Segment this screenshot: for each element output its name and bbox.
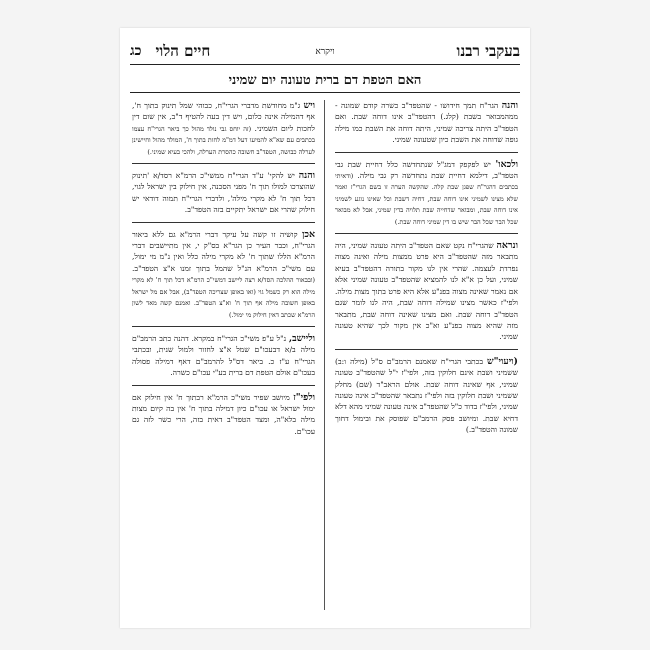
paragraph [335,100,518,146]
paragraph [132,170,315,216]
running-head: חיים הלוי [155,41,211,60]
paragraph-text: נ"ל ע"פ משי"כ הגרי"ח במקרא. דהנה כתב הרמב"ם מילה ב/א דבעכו"ם שמל א"צ לחזור ולמול שנית, ובכתבי הגרי"ח ע"ז כ. ביאר דס"ל להרמב"ם דאף דמילה פסולה בעכו"ם אולם הטפת דם ברית בע"י עכו"ם כשרה. [132,333,315,378]
header-left-group [130,42,210,61]
right-text-column [335,100,518,614]
paragraph-text: ג"מ מחודשת מדברי הגרי"ח, כבוהי שמל תינוק בתוך ח', אף דהמילה אינה כלום, ויש דין בעה להטיף ד"ב, אין שום דין לחכות ליום השמיני. [132,101,315,133]
paragraph [132,333,315,379]
paragraph-separator [132,222,315,223]
book-page [120,28,530,628]
paragraph-text: מיושב שפיר משי"כ הרמ"א רבתוך ח' אין חילוק אם ימול ישראל או עכו"ם כיון דמילה בתוך ח' אין בה קיום מצות מילה בלא"ה, ומצד הטפד"ב דאית בזה, הרי כשר לזה גם עכו"ם. [132,392,315,436]
paragraph-text: קושיה זו קשה על עיקר דברי הרמ"א גם ללא ביאור הגרי"ח, וכבר העיר כן הגר"א בס"ק י, אין מתיישבים דברי הרמ"א הללו שתוך ח' לא מקרי מילה כלל ואין נ"מ מי ימול, עם משי"כ הרמ"א הנ"ל שהמל בתוך זמנו א"צ הטפד"ב. [132,229,315,273]
paragraph-lead-word: וליישב, [288,332,315,344]
paragraph-lead-word: והנה [501,100,518,111]
paragraph-text: יש לפקפק דמג"ל שנתחדשה כלל דחיית שבת גבי הטפד"ב, דילמא דחיית שבת נתחדשה רק גבי מילה. [335,159,518,181]
paragraph [335,240,518,343]
paragraph-separator [335,152,518,153]
paragraph-note: (ודאיתי בכתבים דהגר"ח שפגן שבת קלה. שהקשה הערה זו בשם הגרי"ז ואמר שלא מצינו לשמיני אינו דוחה שבת, דחיה דשבת וכל שאינו נוגע לשמיני אינו דוחה שבת, ומבואר שדחייה שבת תלויה בדין שמיני, אבל לא מבואר שכל הבר שכל הבר שיש בו דין שמיני דוחה שבת.) [335,172,518,226]
paragraph [132,229,315,320]
paragraph-separator [132,326,315,327]
paragraph [132,392,315,438]
paragraph-separator [132,385,315,386]
paragraph-lead-word: ולפי"ז [293,391,315,403]
paragraph-lead-word: (ויעוי"ש [487,355,518,367]
paragraph-text: בכתבי הגרי"ח שאמנם הרמב"ם ס"ל (מילה ו:ב) ששמיני ושבת אינם חלוקין בזה, ולפי"ז י"ל שהטפד"ב טעונה שמיני, אף שאינה דוחה שבת. אולם הראב"ד (שם) מחלק ששמיני ושבת חלוקין בזה ולפי"ז נתבאר שהטפד"ב אינה טעונה שמיני, ולפי"ז בדוד כ"ל שהטפד"ב אינה טעונה שמיני מהא דלא דחיא שבת. ומיושב פסק הרמב"ם שפוסק את ובימול דחוך שמונה והטפד"ב.) [335,356,518,435]
paragraph-note: (ובבאור ההלכה הסד/א רצה ליישב דמשי"כ הרמ"א דכל תוך ח' לא מקרי מילה הוא רק כשמל גוי (ואו באופן שצריכה הטפד"ב), אבל אם מל ישראל באופן חשובה מילה אף תוך ח' וא"צ הטפד"ב. ואמנם קשה מאד לשון הרמ"א שכתב דאין חילוק מי ימול.) [132,276,315,319]
paragraph-lead-word: ויש [303,100,315,111]
paragraph-lead-word: והנה [298,170,315,182]
paragraph-separator [132,163,315,164]
page-header [130,38,520,65]
paragraph-lead-word: אכן [302,228,315,240]
paragraph-text: שהגרי"ח נקט שאם הטפד"ב היתה טעונה שמיני, היה מתבאר מזה שהטפד"ב היא פרט ממצות מילה ואינה מצוה נפרדת לעצמה. שהרי אין לנו מקור בתורה דהטפד"ב בעיא שמיני, ועל כן א"א לנו להמציא שהטפד"ב טעונה שמיני אלא אם נאמר שאינה מצוה בפנ"ע אלא היא פרט בתוך מצות מילה. ולפי"ז כאשר מצינו שמילה דוחה שבת, היה לנו לומר שגם הטפד"ב דוחה שבת. ואם מצינו שאינה דוחה שבת, מתבאר מזה שהיא מצוה בפנ"ע וא"כ אין מקור לכך שהיא טעונה שמיני. [335,241,518,342]
left-text-column [132,100,315,614]
parsha-label: ויקרא [315,46,335,57]
paragraph-note: (זה יוחס גבי נולד מהול כך ביאר הגרי"ח עצמו בכתבים עם שא"א להמיעו דעל דמ"מ לחות בתוך ח', המולד מהול וחיישינן לערלה כבושה, הטפד"ב חשובה כהסרת הערלה, ולהכי בעיא שמיני.) [132,124,315,156]
page-number: כג [130,42,142,59]
topic-title: האם הטפת דם ברית טעונה יום שמיני [130,72,520,93]
paragraph-lead-word: ונראה [496,240,518,252]
paragraph-lead-word: ולכאו' [495,158,518,170]
paragraph [132,100,315,157]
paragraph-separator [335,349,518,350]
paragraph [335,159,518,227]
column-divider [324,100,325,610]
book-title: בעקבי רבנו [456,41,520,60]
paragraph-text: יש להקי' ע"ד הגרי"ח ממשי"כ הרמ"א רסד/א 'תינוק שהוצרכו למולו תוך ח' מפני הסכנה, אין חילוק בין ישראל לגוי, דכל תוך ח' לא מקרי מילה', ולדברי הגרי"ח תמוה דודאי יש חילוק שהרי אם ישראל יתקיים בזה הטפד"ב. [132,171,315,215]
paragraph-text: הגר"ח תמך חידושו - שהטפד"ב כשרה קודם שמונה - ממהמבואר בשבת (קלג.) דהטפד"ב אינו דוחה שבת. ואם הטפד"ב היתה צריכה שמיני, היתה דוחה את השבת כמו מילה גופה שדוחה את השבת כיון שטעונה שמיני. [335,101,518,145]
paragraph-separator [335,233,518,234]
paragraph [335,356,518,436]
